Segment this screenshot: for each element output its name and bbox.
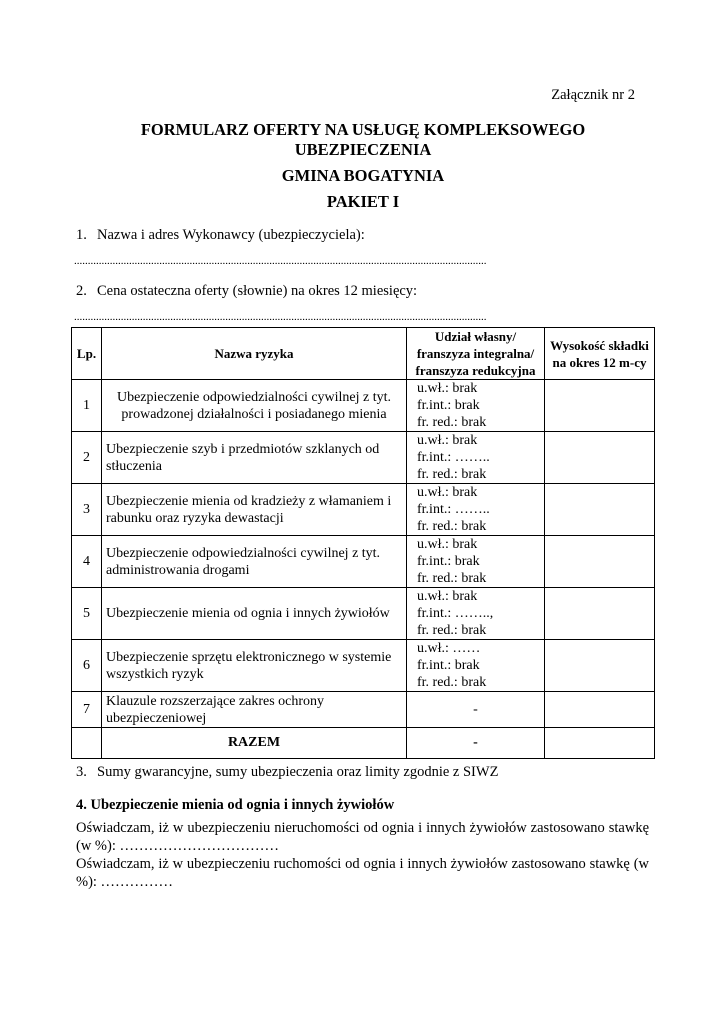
table-row [72,536,655,588]
table-row [72,484,655,536]
section-number: 3. [76,764,87,780]
section-text: Sumy gwarancyjne, sumy ubezpieczenia oraz limity zgodnie z SIWZ [97,764,499,780]
table-row [72,692,655,728]
integral-franchise: fr.int.: …….. [417,502,490,517]
row-number: 7 [72,692,102,728]
reduction-franchise: fr. red.: brak [417,675,487,690]
table-total-row [72,728,655,759]
item-text: Nazwa i adres Wykonawcy (ubezpieczyciela): [97,227,365,243]
premium-cell[interactable] [545,432,655,484]
statement-real-estate-rate: Oświadczam, iż w ubezpieczeniu nieruchomości od ognia i innych żywiołów zastosowano stawkę (w %): …………………………… [76,820,649,854]
reduction-franchise: fr. red.: brak [417,415,487,430]
deductible-cell [407,536,545,588]
header-premium: Wysokość składki na okres 12 m-cy [545,328,655,380]
table-row [72,588,655,640]
item-number: 1. [76,227,87,243]
integral-franchise: fr.int.: …….. [417,450,490,465]
own-share: u.wł.: brak [417,589,478,604]
risk-name: Ubezpieczenie mienia od kradzieży z włamaniem i rabunku oraz ryzyka dewastacji [102,484,407,536]
item-number: 2. [76,283,87,299]
header-lp: Lp. [72,328,102,380]
row-number: 4 [72,536,102,588]
deductible-cell [407,484,545,536]
premium-cell[interactable] [545,640,655,692]
table-row [72,640,655,692]
own-share: u.wł.: brak [417,433,478,448]
row-number: 1 [72,380,102,432]
own-share: u.wł.: …… [417,641,481,656]
form-title-line1: FORMULARZ OFERTY NA USŁUGĘ KOMPLEKSOWEGO [140,120,586,139]
attachment-label: Załącznik nr 2 [551,87,635,103]
risk-name: Ubezpieczenie sprzętu elektronicznego w systemie wszystkich ryzyk [102,640,407,692]
deductible-cell [407,640,545,692]
table-row [72,380,655,432]
reduction-franchise: fr. red.: brak [417,467,487,482]
total-premium-cell[interactable] [545,728,655,759]
reduction-franchise: fr. red.: brak [417,623,487,638]
price-fill-line[interactable]: ...................................................................................................................................................... [74,311,487,323]
premium-cell[interactable] [545,536,655,588]
premium-cell[interactable] [545,692,655,728]
row-number: 5 [72,588,102,640]
total-deductible: - [407,728,545,759]
premium-cell[interactable] [545,484,655,536]
integral-franchise: fr.int.: brak [417,658,480,673]
premium-cell[interactable] [545,380,655,432]
risk-name: Ubezpieczenie mienia od ognia i innych żywiołów [102,588,407,640]
item-text: Cena ostateczna oferty (słownie) na okres 12 miesięcy: [97,283,418,299]
contractor-fill-line[interactable]: ...................................................................................................................................................... [74,255,487,267]
total-label: RAZEM [102,728,407,759]
own-share: u.wł.: brak [417,381,478,396]
own-share: u.wł.: brak [417,537,478,552]
integral-franchise: fr.int.: …….., [417,606,494,621]
total-lp-cell [72,728,102,759]
risk-table [71,327,655,759]
premium-cell[interactable] [545,588,655,640]
own-share: u.wł.: brak [417,485,478,500]
row-number: 2 [72,432,102,484]
deductible-cell [407,380,545,432]
header-risk: Nazwa ryzyka [102,328,407,380]
reduction-franchise: fr. red.: brak [417,519,487,534]
row-number: 6 [72,640,102,692]
risk-name: Klauzule rozszerzające zakres ochrony ubezpieczeniowej [102,692,407,728]
reduction-franchise: fr. red.: brak [417,571,487,586]
risk-name: Ubezpieczenie szyb i przedmiotów szklanych od stłuczenia [102,432,407,484]
form-title-line2: UBEZPIECZENIA [294,140,432,159]
item-price [76,282,417,300]
section-4-heading: 4. Ubezpieczenie mienia od ognia i innych żywiołów [76,797,395,813]
integral-franchise: fr.int.: brak [417,398,480,413]
row-number: 3 [72,484,102,536]
section-3 [76,764,498,781]
deductible-cell [407,432,545,484]
risk-name: Ubezpieczenie odpowiedzialności cywilnej z tyt. administrowania drogami [102,536,407,588]
deductible-cell [407,588,545,640]
deductible-cell: - [407,692,545,728]
item-contractor [76,226,365,244]
table-header-row [72,328,655,380]
risk-name: Ubezpieczenie odpowiedzialności cywilnej z tyt. prowadzonej działalności i posiadanego mienia [102,380,407,432]
statement-movables-rate: Oświadczam, iż w ubezpieczeniu ruchomości od ognia i innych żywiołów zastosowano stawkę (w %): …………… [76,856,649,890]
form-title [72,120,654,160]
table-row [72,432,655,484]
header-deductible: Udział własny/ franszyza integralna/ franszyza redukcyjna [407,328,545,380]
package-title: PAKIET I [326,192,400,211]
municipality-title: GMINA BOGATYNIA [281,166,445,185]
integral-franchise: fr.int.: brak [417,554,480,569]
